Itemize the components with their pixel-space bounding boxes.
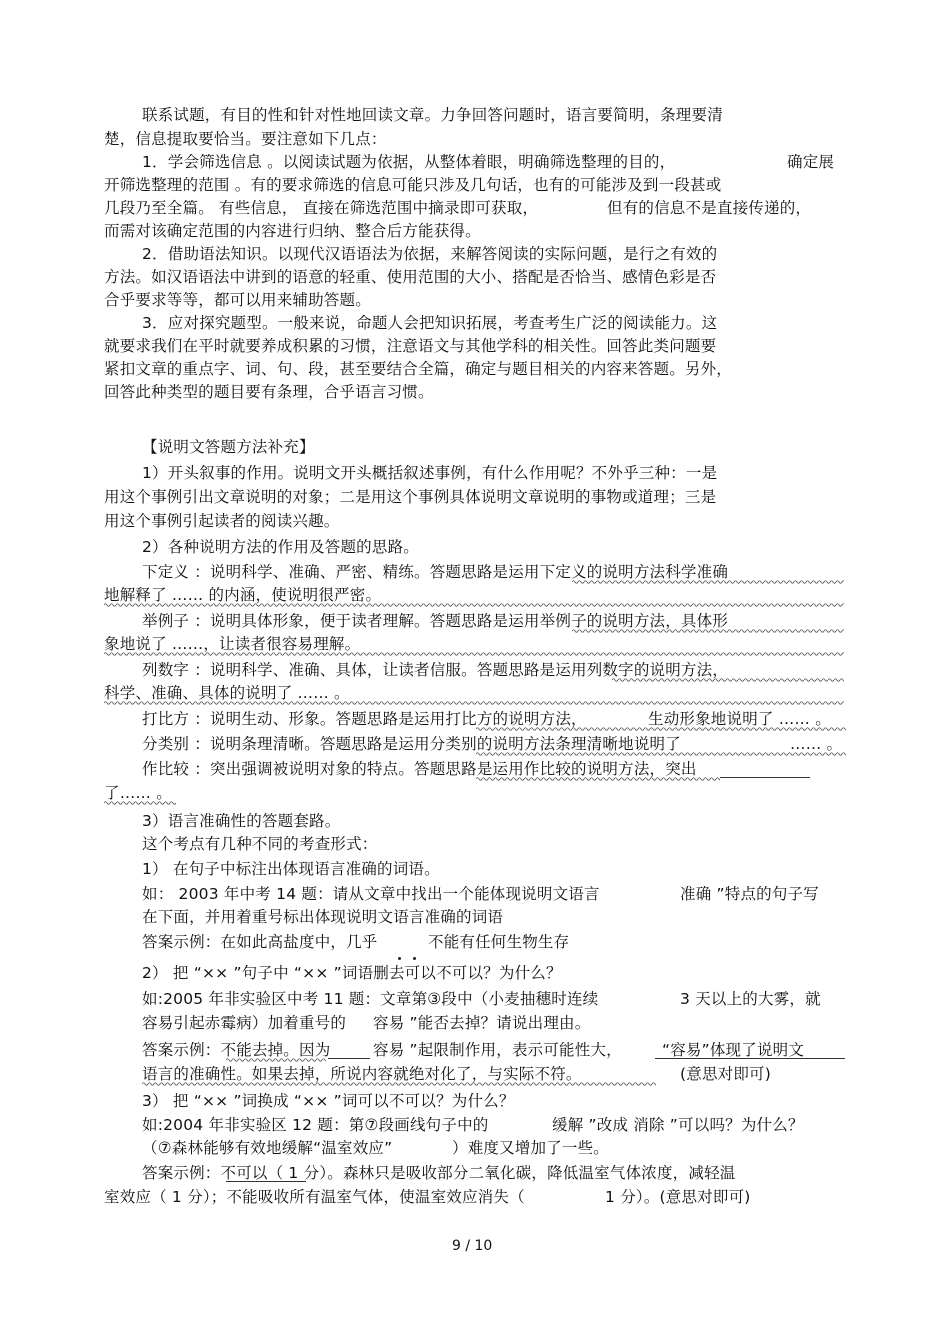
wavy-underline bbox=[104, 700, 844, 706]
body-line: 用这个事例引起读者的阅读兴趣。 bbox=[104, 512, 340, 530]
body-line: 这个考点有几种不同的考查形式： bbox=[142, 835, 378, 853]
body-line: 了…… 。 bbox=[104, 784, 172, 802]
body-line: 生动形象地说明了 …… 。 bbox=[648, 710, 831, 728]
body-line: 室效应（ 1 分）；不能吸收所有温室气体，使温室效应消失（ bbox=[104, 1188, 525, 1206]
intro-line: 开筛选整理的范围 。有的要求筛选的信息可能只涉及几句话，也有的可能涉及到一段甚或 bbox=[104, 176, 722, 194]
body-line: 列数字 ：说明科学、准确、具体，让读者信服。答题思路是运用列数字的说明方法， bbox=[142, 661, 729, 679]
emphasis-dot bbox=[398, 957, 401, 960]
body-line: 容易 ”起限制作用，表示可能性大， bbox=[373, 1041, 622, 1059]
body-line: 2） 把 “×× ”句子中 “×× ”词语删去可以不可以？为什么？ bbox=[142, 964, 562, 982]
body-line: 容易引起赤霉病）加着重号的 bbox=[142, 1014, 347, 1032]
intro-line: 回答此种类型的题目要有条理，合乎语言习惯。 bbox=[104, 383, 434, 401]
wavy-underline bbox=[572, 579, 844, 585]
wavy-underline bbox=[142, 1081, 656, 1087]
body-line: 2）各种说明方法的作用及答题的思路。 bbox=[142, 538, 419, 556]
body-line: 如： 2003 年中考 14 题：请从文章中找出一个能体现说明文语言 bbox=[142, 885, 600, 903]
wavy-underline bbox=[612, 677, 844, 683]
intro-line: 紧扣文章的重点字、词、句、段，甚至要结合全篇，确定与题目相关的内容来答题。另外， bbox=[104, 360, 733, 378]
wavy-underline bbox=[476, 751, 846, 757]
section-heading: 【说明文答题方法补充】 bbox=[142, 438, 315, 456]
intro-line: 1．学会筛选信息 。以阅读试题为依据，从整体着眼，明确筛选整理的目的， bbox=[142, 153, 676, 171]
body-line: 举例子 ：说明具体形象，便于读者理解。答题思路是运用举例子的说明方法，具体形 bbox=[142, 612, 729, 630]
intro-line: 3．应对探究题型。一般来说，命题人会把知识拓展，考查考生广泛的阅读能力。这 bbox=[142, 314, 718, 332]
body-line: 答案示例：不能去掉。因为 bbox=[142, 1041, 331, 1059]
page-number: 9 / 10 bbox=[452, 1238, 493, 1254]
body-line: 3 天以上的大雾，就 bbox=[680, 990, 821, 1008]
intro-line: 楚，信息提取要恰当。要注意如下几点： bbox=[104, 130, 387, 148]
blank-underline bbox=[655, 1058, 845, 1059]
body-line: 3）语言准确性的答题套路。 bbox=[142, 812, 341, 830]
body-line: …… 。 bbox=[790, 735, 843, 753]
body-line: 科学、准确、具体的说明了 …… 。 bbox=[104, 684, 350, 702]
body-line: “容易”体现了说明文 bbox=[662, 1041, 805, 1059]
body-line: (意思对即可) bbox=[680, 1065, 771, 1083]
emphasis-dot bbox=[413, 957, 416, 960]
wavy-underline bbox=[476, 776, 720, 782]
body-line: 1）开头叙事的作用。说明文开头概括叙述事例，有什么作用呢？不外乎三种：一是 bbox=[142, 464, 718, 482]
body-line: 分类别 ：说明条理清晰。答题思路是运用分类别的说明方法条理清晰地说明了 bbox=[142, 735, 681, 753]
intro-line: 但有的信息不是直接传递的， bbox=[607, 199, 812, 217]
body-line: 用这个事例引出文章说明的对象；二是用这个事例具体说明文章说明的事物或道理；三是 bbox=[104, 488, 717, 506]
body-line: 1 分）。(意思对即可) bbox=[605, 1188, 751, 1206]
wavy-underline bbox=[572, 628, 844, 634]
wavy-underline bbox=[104, 800, 176, 806]
body-line: 地解释了 …… 的内涵，使说明很严密。 bbox=[104, 586, 382, 604]
intro-line: 确定展 bbox=[787, 153, 835, 171]
body-line: 1） 在句子中标注出体现语言准确的词语。 bbox=[142, 860, 440, 878]
body-line: ）难度又增加了一些。 bbox=[452, 1139, 610, 1157]
blank-underline bbox=[720, 777, 810, 778]
body-line: 缓解 ”改成 消除 ”可以吗？为什么？ bbox=[552, 1116, 804, 1134]
body-line: （⑦森林能够有效地缓解“温室效应” bbox=[142, 1139, 393, 1157]
wavy-underline bbox=[226, 1057, 326, 1063]
wavy-underline bbox=[104, 651, 844, 657]
wavy-underline bbox=[104, 602, 844, 608]
intro-line: 联系试题，有目的性和针对性地回读文章。力争回答问题时，语言要简明，条理要清 bbox=[142, 106, 723, 124]
intro-line: 而需对该确定范围的内容进行归纳、整合后方能获得。 bbox=[104, 222, 481, 240]
body-line: 3） 把 “×× ”词换成 “×× ”词可以不可以？为什么？ bbox=[142, 1092, 515, 1110]
intro-line: 2．借助语法知识。以现代汉语语法为依据，来解答阅读的实际问题，是行之有效的 bbox=[142, 245, 718, 263]
body-line: 准确 ”特点的句子写 bbox=[680, 885, 819, 903]
body-line: 答案示例：不可以（ 1 分）。森林只是吸收部分二氧化碳，降低温室气体浓度，减轻温 bbox=[142, 1164, 736, 1182]
body-line: 不能有任何生物生存 bbox=[428, 933, 570, 951]
wavy-underline bbox=[476, 726, 846, 732]
body-line: 如:2005 年非实验区中考 11 题：文章第③段中（小麦抽穗时连续 bbox=[142, 990, 599, 1008]
body-line: 答案示例：在如此高盐度中，几乎 bbox=[142, 933, 378, 951]
intro-line: 合乎要求等等，都可以用来辅助答题。 bbox=[104, 291, 371, 309]
blank-underline bbox=[226, 1181, 306, 1182]
body-line: 容易 ”能否去掉？请说出理由。 bbox=[373, 1014, 591, 1032]
blank-underline bbox=[328, 1058, 370, 1059]
intro-line: 方法。如汉语语法中讲到的语意的轻重、使用范围的大小、搭配是否恰当、感情色彩是否 bbox=[104, 268, 717, 286]
body-line: 下定义 ：说明科学、准确、严密、精练。答题思路是运用下定义的说明方法科学准确 bbox=[142, 563, 729, 581]
body-line: 打比方 ：说明生动、形象。答题思路是运用打比方的说明方法， bbox=[142, 710, 587, 728]
intro-line: 几段乃至全篇。 有些信息， 直接在筛选范围中摘录即可获取， bbox=[104, 199, 539, 217]
body-line: 作比较 ：突出强调被说明对象的特点。答题思路是运用作比较的说明方法，突出 bbox=[142, 760, 697, 778]
body-line: 语言的准确性。如果去掉，所说内容就绝对化了，与实际不符。 bbox=[142, 1065, 582, 1083]
body-line: 如:2004 年非实验区 12 题：第⑦段画线句子中的 bbox=[142, 1116, 489, 1134]
body-line: 象地说了 ……，让读者很容易理解。 bbox=[104, 635, 361, 653]
body-line: 在下面，并用着重号标出体现说明文语言准确的词语 bbox=[142, 908, 504, 926]
intro-line: 就要求我们在平时就要养成积累的习惯，注意语文与其他学科的相关性。回答此类问题要 bbox=[104, 337, 717, 355]
